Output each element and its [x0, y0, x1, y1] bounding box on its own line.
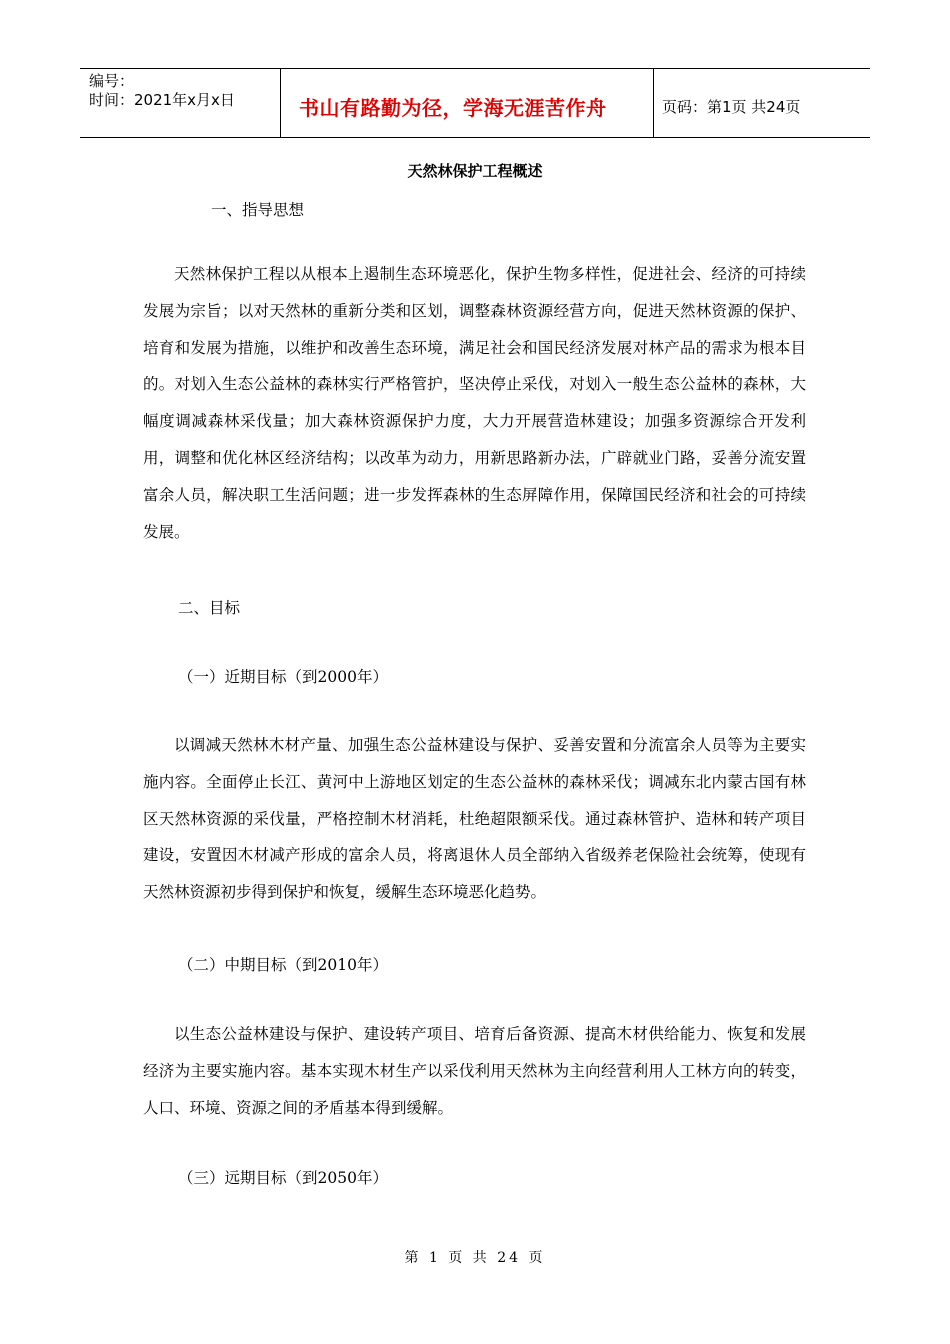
paragraph-mid-term-goals: 以生态公益林建设与保护、建设转产项目、培育后备资源、提高木材供给能力、恢复和发展经济为主要实施内容。基本实现木材生产以采伐利用天然林为主向经营利用人工林方向的转变，人口、环境、资源之间的矛盾基本得到缓解。: [143, 1025, 806, 1117]
subsection-heading-short-term: （一）近期目标（到2000年）: [178, 668, 388, 686]
document-title: 天然林保护工程概述: [407, 162, 543, 180]
subsection-heading-mid-term: （二）中期目标（到2010年）: [178, 956, 388, 974]
subsection-heading-long-term: （三）远期目标（到2050年）: [178, 1169, 388, 1187]
header-page-info: 页码：第1页 共24页: [662, 97, 801, 116]
document-time-label: 时间：2021年x月x日: [89, 91, 235, 109]
page-footer: 第 1 页 共 24 页: [404, 1250, 546, 1266]
header-page-cell: [654, 69, 870, 137]
header-table: [80, 68, 870, 138]
header-meta-cell: [80, 69, 281, 137]
paragraph-guiding-ideology: 天然林保护工程以从根本上遏制生态环境恶化，保护生物多样性，促进社会、经济的可持续发展为宗旨；以对天然林的重新分类和区划，调整森林资源经营方向，促进天然林资源的保护、培育和发展为措施，以维护和改善生态环境，满足社会和国民经济发展对林产品的需求为根本目的。对划入生态公益林的森林实行严格管护，坚决停止采伐，对划入一般生态公益林的森林，大幅度调减森林采伐量；加大森林资源保护力度，大力开展营造林建设；加强多资源综合开发利用，调整和优化林区经济结构；以改革为动力，用新思路新办法，广辟就业门路，妥善分流安置富余人员，解决职工生活问题；进一步发挥森林的生态屏障作用，保障国民经济和社会的可持续发展。: [143, 265, 806, 541]
header-motto: 书山有路勤为径，学海无涯苦作舟: [299, 95, 607, 120]
section-heading-guiding-ideology: 一、指导思想: [211, 201, 305, 219]
document-number-label: 编号：: [89, 72, 135, 90]
section-heading-goals: 二、目标: [178, 599, 241, 617]
paragraph-short-term-goals: 以调减天然林木材产量、加强生态公益林建设与保护、妥善安置和分流富余人员等为主要实施内容。全面停止长江、黄河中上游地区划定的生态公益林的森林采伐；调减东北内蒙古国有林区天然林资源的采伐量，严格控制木材消耗，杜绝超限额采伐。通过森林管护、造林和转产项目建设，安置因木材减产形成的富余人员，将离退休人员全部纳入省级养老保险社会统筹，使现有天然林资源初步得到保护和恢复，缓解生态环境恶化趋势。: [143, 736, 806, 902]
header-motto-cell: [281, 69, 654, 137]
